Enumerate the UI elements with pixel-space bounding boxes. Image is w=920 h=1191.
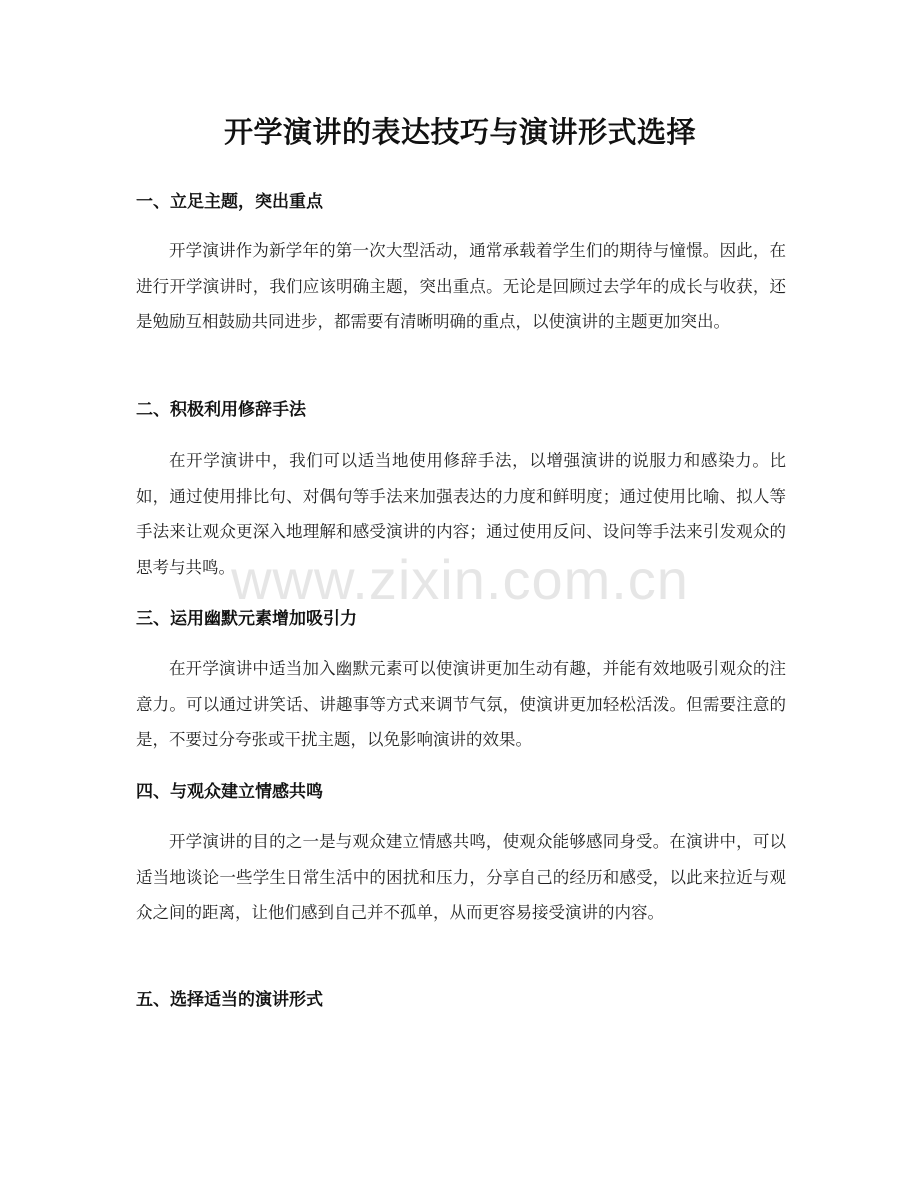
section-heading-2: 二、积极利用修辞手法 bbox=[136, 400, 306, 420]
section-paragraph-2: 在开学演讲中，我们可以适当地使用修辞手法，以增强演讲的说服力和感染力。比如，通过使用排比句、对偶句等手法来加强表达的力度和鲜明度；通过使用比喻、拟人等手法来让观众更深入地理解和感受演讲的内容；通过使用反问、设问等手法来引发观众的思考与共鸣。 bbox=[136, 451, 786, 577]
section-heading-5: 五、选择适当的演讲形式 bbox=[136, 990, 323, 1010]
document-title: 开学演讲的表达技巧与演讲形式选择 bbox=[223, 115, 696, 149]
section-paragraph-4: 开学演讲的目的之一是与观众建立情感共鸣，使观众能够感同身受。在演讲中，可以适当地谈论一些学生日常生活中的困扰和压力，分享自己的经历和感受，以此来拉近与观众之间的距离，让他们感到自己并不孤单，从而更容易接受演讲的内容。 bbox=[136, 832, 786, 922]
section-heading-3: 三、运用幽默元素增加吸引力 bbox=[136, 609, 357, 629]
section-paragraph-1: 开学演讲作为新学年的第一次大型活动，通常承载着学生们的期待与憧憬。因此，在进行开学演讲时，我们应该明确主题，突出重点。无论是回顾过去学年的成长与收获，还是勉励互相鼓励共同进步，都需要有清晰明确的重点，以使演讲的主题更加突出。 bbox=[136, 241, 786, 331]
section-paragraph-3: 在开学演讲中适当加入幽默元素可以使演讲更加生动有趣，并能有效地吸引观众的注意力。可以通过讲笑话、讲趣事等方式来调节气氛，使演讲更加轻松活泼。但需要注意的是，不要过分夸张或干扰主题，以免影响演讲的效果。 bbox=[136, 659, 786, 749]
section-heading-1: 一、立足主题，突出重点 bbox=[136, 192, 323, 212]
watermark: www.zixin.com.cn bbox=[231, 548, 689, 611]
section-heading-4: 四、与观众建立情感共鸣 bbox=[136, 782, 323, 802]
